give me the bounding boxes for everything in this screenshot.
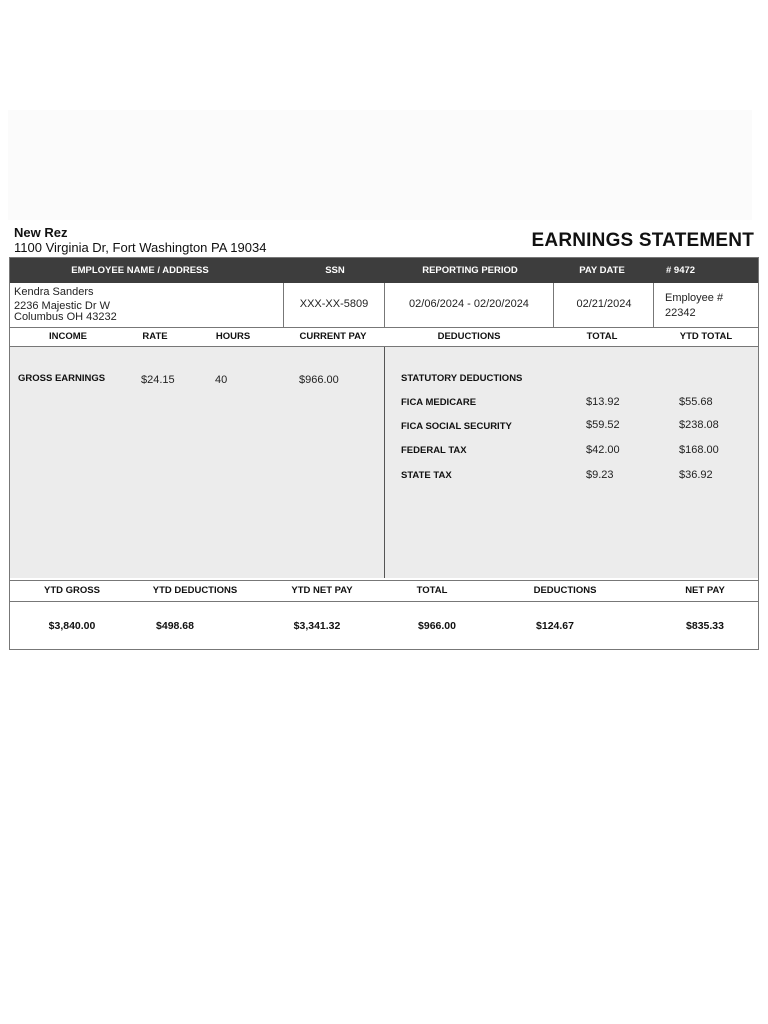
deduction-total: $13.92: [586, 396, 620, 408]
total-summary-header: TOTAL: [416, 585, 448, 596]
deduction-label: FEDERAL TAX: [401, 445, 467, 456]
ytd-net-pay-header: YTD NET PAY: [291, 585, 353, 596]
ytd-deductions-header: YTD DEDUCTIONS: [152, 585, 238, 596]
rate-header: RATE: [142, 331, 168, 342]
deductions-value: $124.67: [536, 620, 574, 632]
company-address: 1100 Virginia Dr, Fort Washington PA 19034: [14, 240, 267, 255]
net-pay-header: NET PAY: [685, 585, 725, 596]
ytd-net-pay-value: $3,341.32: [293, 620, 341, 632]
gross-earnings-current-pay: $966.00: [299, 374, 339, 386]
deduction-label: FICA SOCIAL SECURITY: [401, 421, 512, 432]
deduction-ytd: $238.08: [679, 419, 719, 431]
gross-earnings-hours: 40: [215, 374, 228, 386]
employee-name-address-header: EMPLOYEE NAME / ADDRESS: [71, 265, 209, 276]
current-pay-header: CURRENT PAY: [299, 331, 367, 342]
hours-header: HOURS: [215, 331, 251, 342]
deduction-ytd: $168.00: [679, 444, 719, 456]
deductions-header: DEDUCTIONS: [437, 331, 501, 342]
employee-reporting-period: 02/06/2024 - 02/20/2024: [409, 298, 529, 310]
employee-pay-date: 02/21/2024: [576, 298, 632, 310]
earnings-statement-table: [9, 257, 759, 650]
deduction-ytd: $55.68: [679, 396, 713, 408]
deduction-label: STATE TAX: [401, 470, 452, 481]
employee-info-row: [10, 283, 758, 328]
deduction-total: $9.23: [586, 469, 614, 481]
employee-number-label: Employee #: [665, 292, 724, 304]
employee-address-line1: 2236 Majestic Dr W: [14, 300, 110, 312]
divider: [653, 283, 654, 327]
column-headers: [10, 327, 758, 347]
pay-date-header: PAY DATE: [579, 265, 625, 276]
total-header: TOTAL: [586, 331, 618, 342]
employee-name: Kendra Sanders: [14, 286, 94, 298]
gross-earnings-rate: $24.15: [141, 374, 175, 386]
deduction-total: $42.00: [586, 444, 620, 456]
ytd-total-header: YTD TOTAL: [679, 331, 733, 342]
deductions-summary-header: DEDUCTIONS: [533, 585, 597, 596]
gross-earnings-label: GROSS EARNINGS: [18, 373, 106, 384]
income-header: INCOME: [49, 331, 87, 342]
top-background-band: [8, 110, 752, 220]
employee-number: 22342: [665, 307, 696, 319]
reporting-period-header: REPORTING PERIOD: [422, 265, 518, 276]
employee-address-line2: Columbus OH 43232: [14, 311, 117, 323]
ytd-deductions-value: $498.68: [156, 620, 194, 632]
body-divider: [384, 347, 385, 578]
net-pay-value: $835.33: [686, 620, 724, 632]
document-title: EARNINGS STATEMENT: [531, 230, 754, 251]
ytd-gross-value: $3,840.00: [48, 620, 96, 632]
total-value: $966.00: [418, 620, 456, 632]
ssn-header: SSN: [325, 265, 345, 276]
deduction-ytd: $36.92: [679, 469, 713, 481]
employee-ssn: XXX-XX-5809: [299, 298, 369, 310]
statement-body: [10, 347, 758, 578]
deduction-total: $59.52: [586, 419, 620, 431]
summary-header: [10, 580, 758, 602]
header-bar: [10, 258, 758, 283]
check-number: # 9472: [666, 265, 696, 276]
ytd-gross-header: YTD GROSS: [44, 585, 100, 596]
deduction-label: FICA MEDICARE: [401, 397, 477, 408]
company-name: New Rez: [14, 225, 68, 240]
statutory-deductions-label: STATUTORY DEDUCTIONS: [401, 373, 523, 384]
